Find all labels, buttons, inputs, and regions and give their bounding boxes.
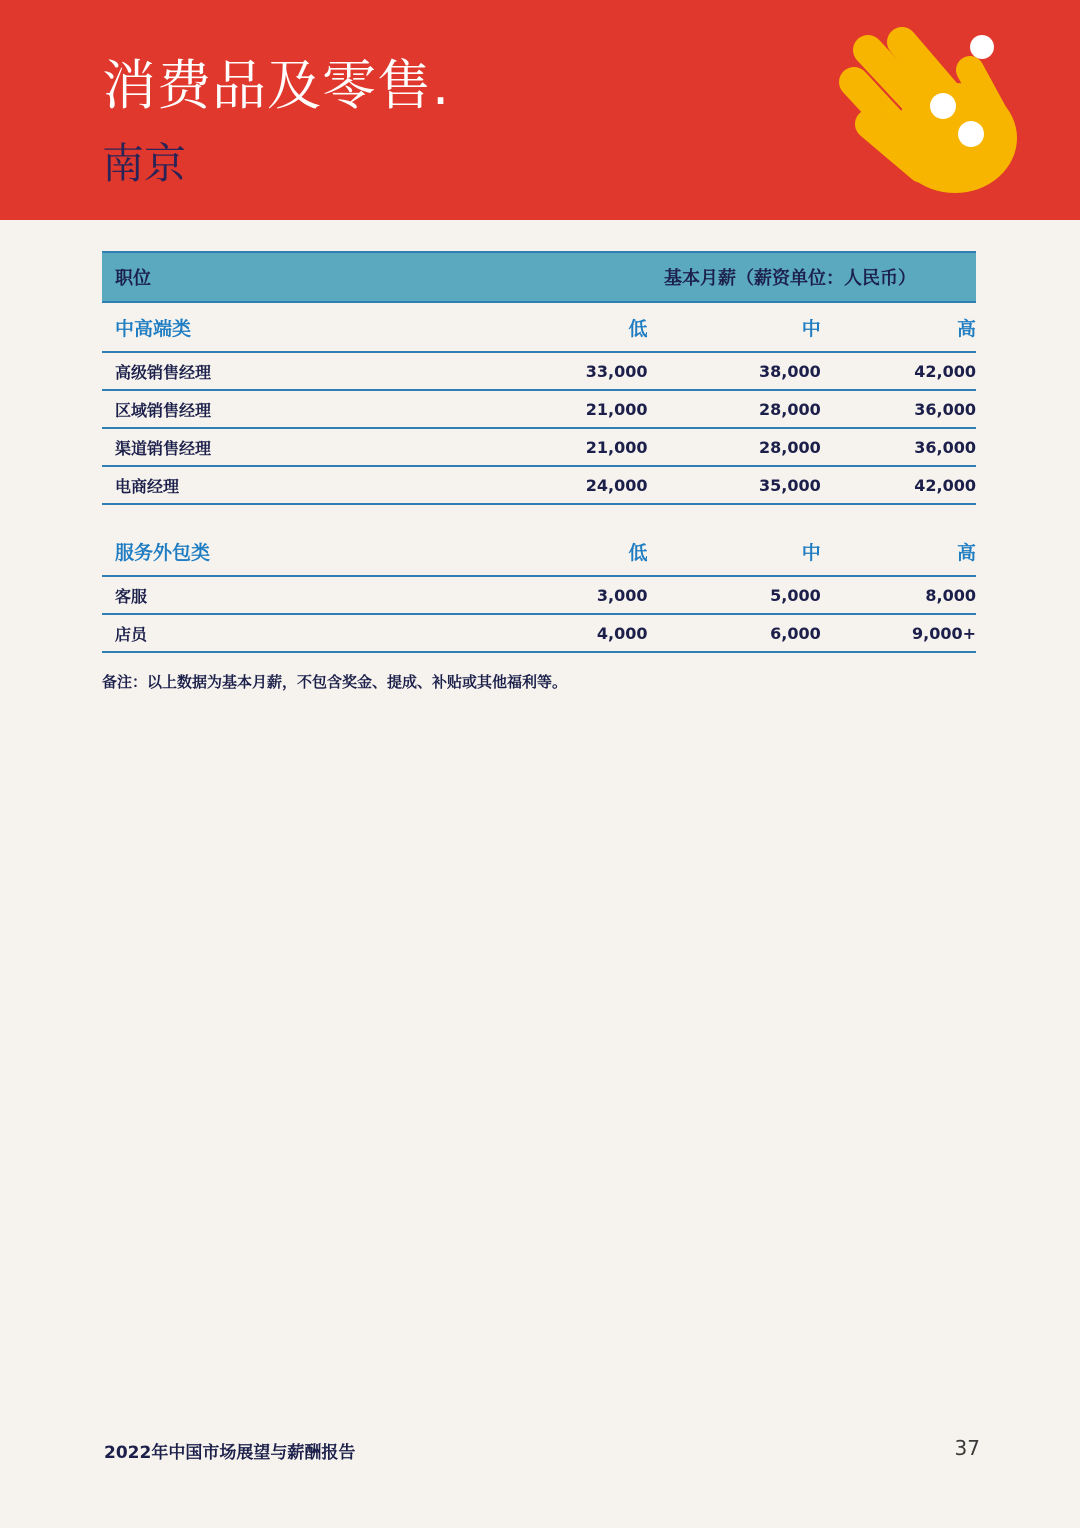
header-banner — [0, 0, 1080, 220]
low-cell: 4,000 — [596, 623, 648, 643]
section-header — [102, 527, 976, 577]
mid-cell: 28,000 — [758, 399, 821, 419]
high-cell: 8,000 — [925, 585, 977, 605]
page-subtitle: 南京 — [102, 139, 187, 188]
report-name: 2022年中国市场展望与薪酬报告 — [104, 1443, 356, 1463]
section-header — [102, 303, 976, 353]
col-high-label: 高 — [957, 317, 977, 340]
mid-cell: 28,000 — [758, 437, 821, 457]
low-cell: 3,000 — [596, 585, 648, 605]
table-row — [102, 353, 976, 391]
table-header — [102, 251, 976, 303]
mid-cell: 35,000 — [758, 475, 821, 495]
position-cell: 客服 — [115, 586, 148, 606]
col-mid-label: 中 — [801, 317, 821, 340]
low-cell: 21,000 — [585, 437, 648, 457]
salary-table — [102, 251, 976, 692]
low-cell: 24,000 — [585, 475, 648, 495]
col-low-label: 低 — [628, 541, 648, 564]
table-row — [102, 577, 976, 615]
section-outsourcing — [102, 527, 976, 653]
page-title: 消费品及零售. — [102, 54, 451, 117]
position-cell: 电商经理 — [115, 476, 180, 496]
section-gap — [102, 505, 976, 527]
page-number: 37 — [954, 1436, 980, 1460]
high-cell: 9,000+ — [912, 623, 977, 643]
mid-cell: 38,000 — [758, 361, 821, 381]
col-high-label: 高 — [957, 541, 977, 564]
table-row — [102, 467, 976, 505]
table-row — [102, 615, 976, 653]
section-name: 服务外包类 — [115, 541, 211, 564]
mid-cell: 5,000 — [770, 585, 821, 605]
section-name: 中高端类 — [115, 317, 192, 340]
high-cell: 42,000 — [914, 361, 977, 381]
table-row — [102, 429, 976, 467]
position-cell: 区域销售经理 — [115, 400, 212, 420]
low-cell: 21,000 — [585, 399, 648, 419]
position-cell: 渠道销售经理 — [115, 438, 212, 458]
col-mid-label: 中 — [801, 541, 821, 564]
low-cell: 33,000 — [585, 361, 648, 381]
mid-cell: 6,000 — [770, 623, 821, 643]
header-salary: 基本月薪（薪资单位：人民币） — [664, 268, 916, 289]
table-note: 备注：以上数据为基本月薪，不包含奖金、提成、补贴或其他福利等。 — [102, 673, 568, 691]
table-row — [102, 391, 976, 429]
high-cell: 36,000 — [914, 437, 977, 457]
header-position: 职位 — [115, 268, 151, 289]
high-cell: 42,000 — [914, 475, 977, 495]
section-mid-high — [102, 303, 976, 505]
col-low-label: 低 — [628, 317, 648, 340]
position-cell: 高级销售经理 — [115, 362, 212, 382]
waving-hand-icon — [830, 20, 1030, 210]
high-cell: 36,000 — [914, 399, 977, 419]
position-cell: 店员 — [115, 624, 148, 644]
